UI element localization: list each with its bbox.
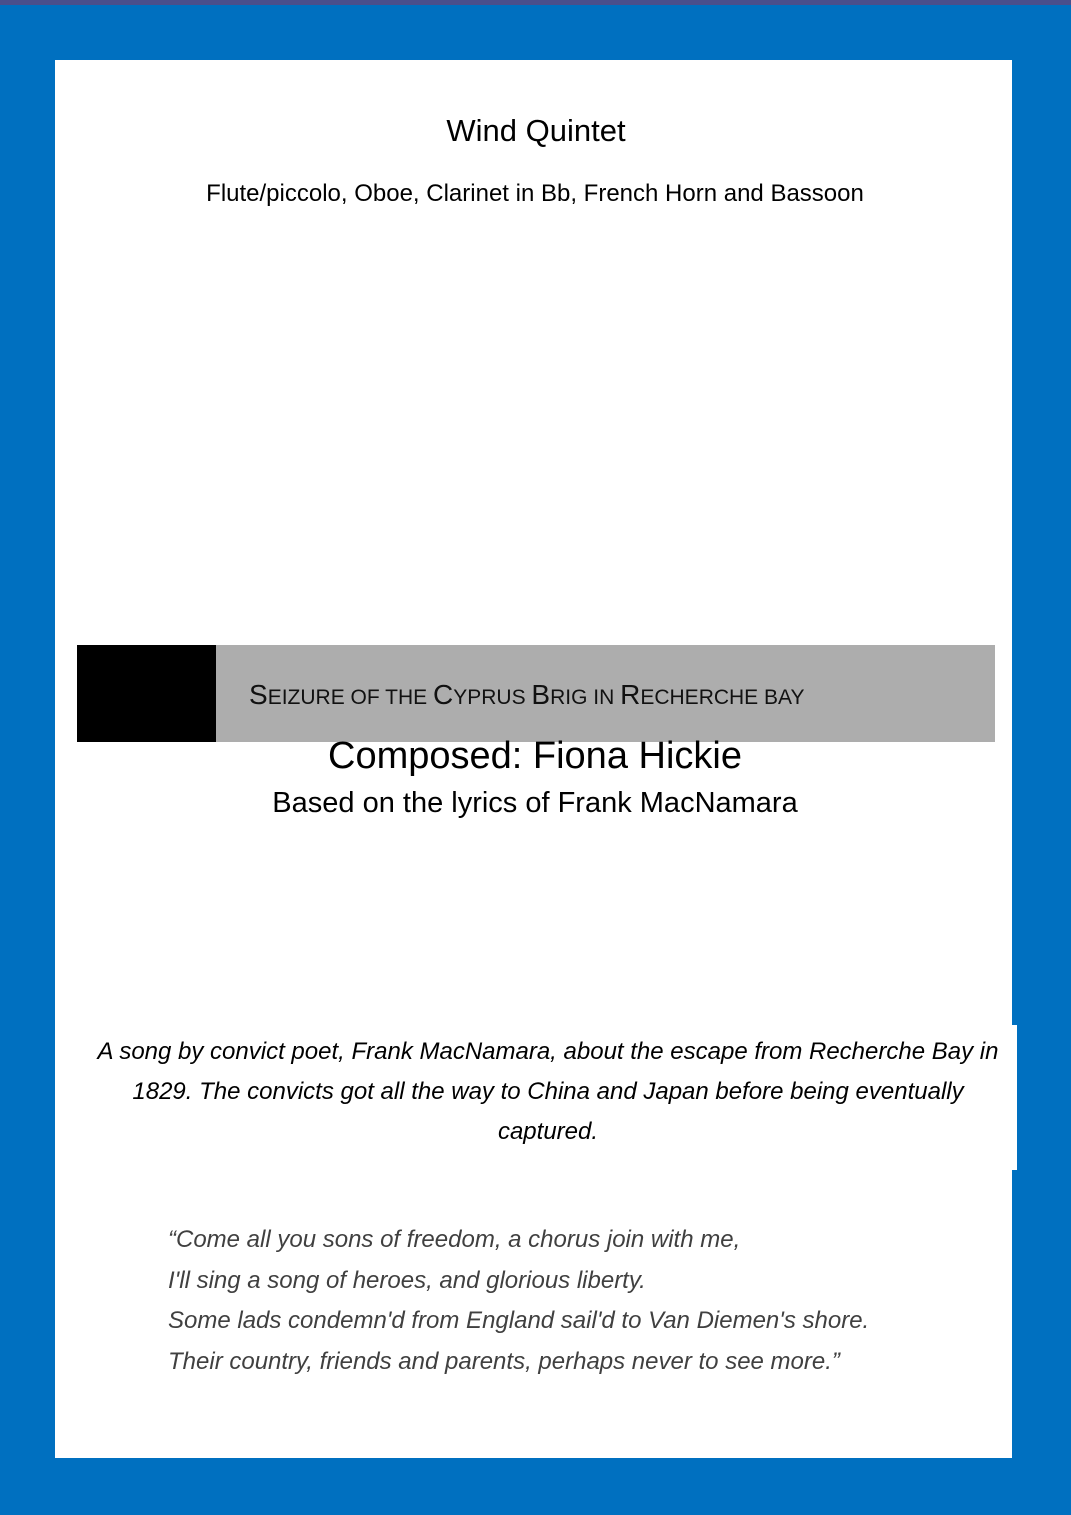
title-rest-1: EIZURE OF THE — [267, 686, 433, 709]
composer-credit: Composed: Fiona Hickie — [328, 735, 742, 777]
banner-black-block — [77, 645, 216, 742]
lyric-line: I'll sing a song of heroes, and glorious liberty. — [168, 1266, 646, 1294]
lyric-line: Some lads condemn'd from England sail'd to Van Diemen's shore. — [168, 1307, 870, 1334]
title-rest-3: RIG IN — [550, 686, 621, 709]
title-cap-4: R — [620, 679, 641, 710]
title-rest-4: ECHERCHE BAY — [640, 686, 805, 709]
lyricist-credit: Based on the lyrics of Frank MacNamara — [272, 787, 798, 819]
title-banner — [77, 645, 995, 742]
instrumentation: Flute/piccolo, Oboe, Clarinet in Bb, French Horn and Bassoon — [206, 180, 864, 207]
title-cap-1: S — [249, 679, 268, 710]
piece-title — [249, 675, 805, 718]
title-cap-2: C — [432, 679, 454, 710]
lyrics-excerpt — [168, 1220, 1008, 1382]
title-cap-3: B — [531, 679, 551, 710]
lyric-line: “Come all you sons of freedom, a chorus join with me, — [168, 1226, 741, 1253]
work-title: Wind Quintet — [446, 113, 626, 148]
description-edge — [1012, 1025, 1017, 1170]
title-rest-2: YPRUS — [453, 686, 532, 709]
top-edge-strip — [0, 0, 1071, 5]
piece-description: A song by convict poet, Frank MacNamara, about the escape from Recherche Bay in 1829. The convicts got all the way to China and Japan before being eventually captured. — [97, 1038, 999, 1145]
lyric-line: Their country, friends and parents, perhaps never to see more.” — [168, 1347, 840, 1375]
